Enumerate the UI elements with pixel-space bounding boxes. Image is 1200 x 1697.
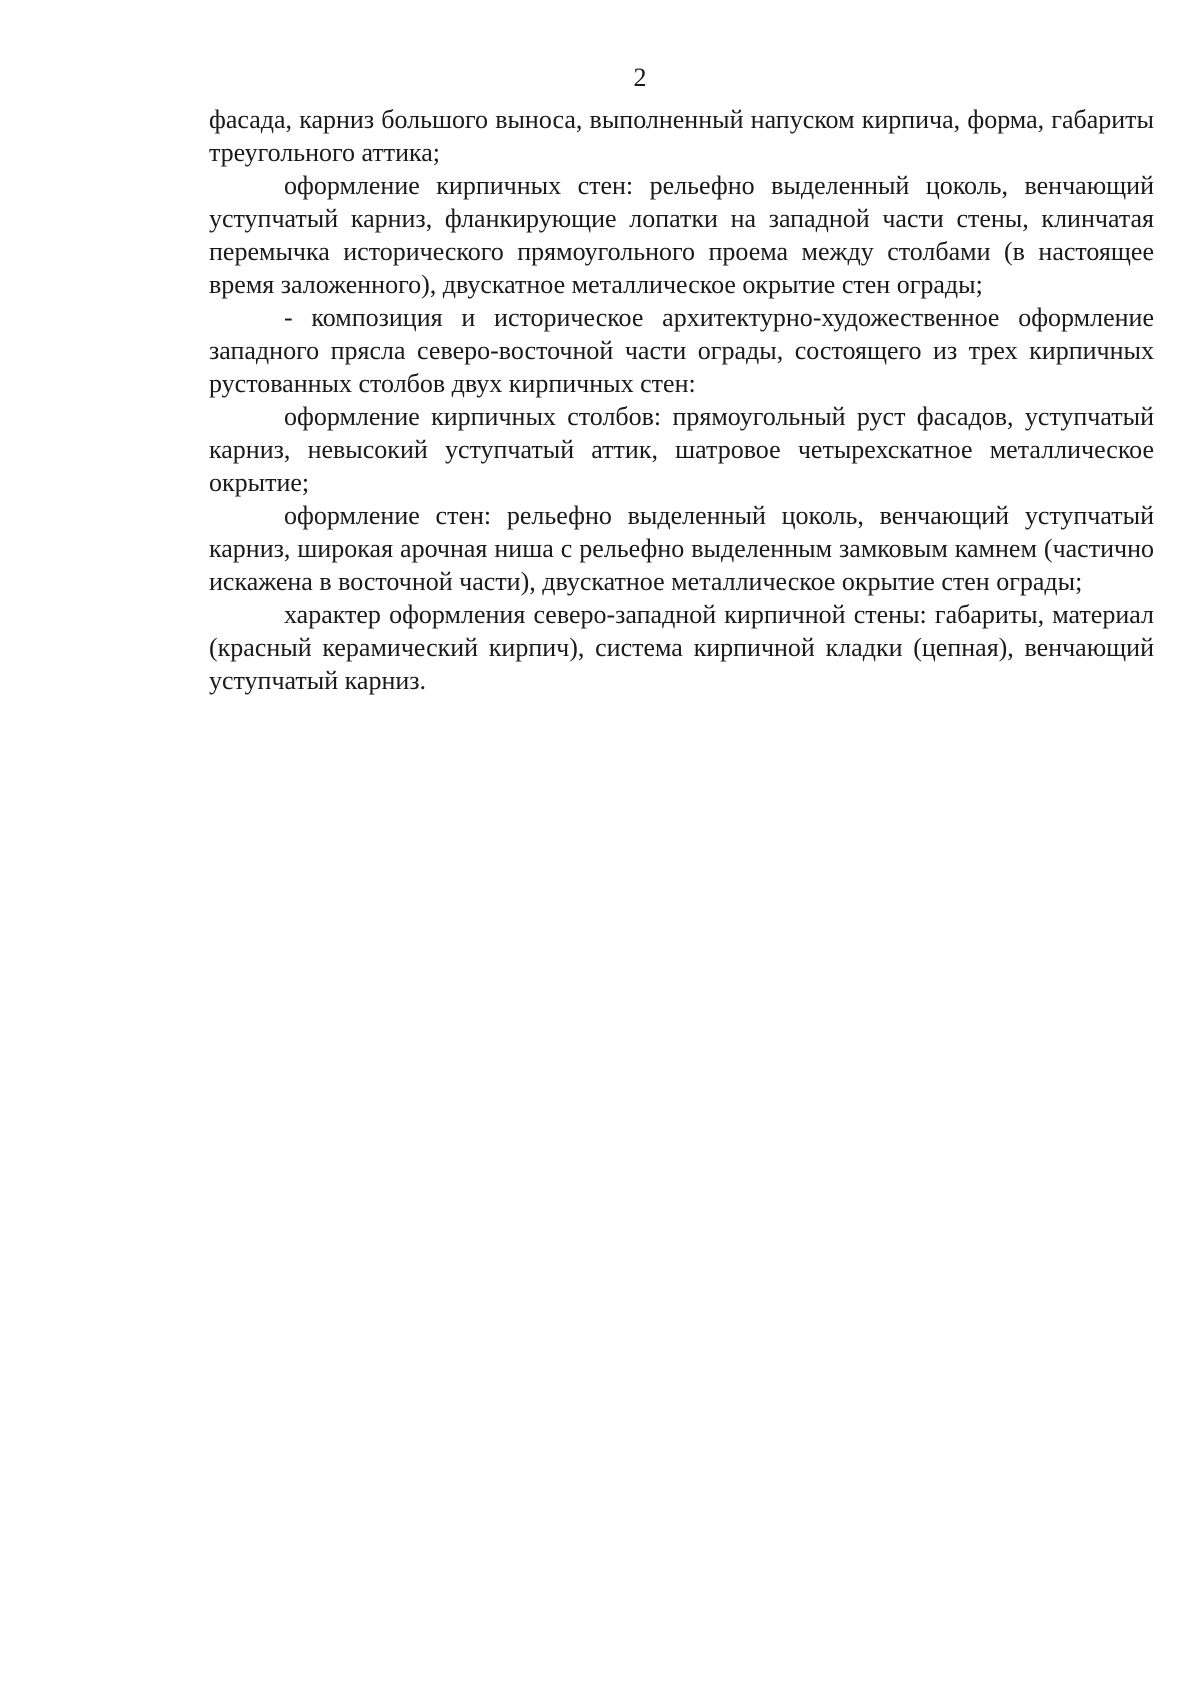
paragraph-brick-pillars: оформление кирпичных столбов: прямоугольный руст фасадов, уступчатый карниз, невысокий уступчатый аттик, шатровое четырехскатное металлическое окрытие;	[209, 402, 1154, 497]
document-body	[209, 103, 1154, 697]
paragraph-facade-continuation: фасада, карниз большого выноса, выполненный напуском кирпича, форма, габариты треугольного аттика;	[209, 105, 1154, 167]
page-number: 2	[633, 63, 647, 92]
paragraph-brick-walls: оформление кирпичных стен: рельефно выделенный цоколь, венчающий уступчатый карниз, фланкирующие лопатки на западной части стены, клинчатая перемычка исторического прямоугольного проема между столбами (в настоящее время заложенного), двускатное металлическое окрытие стен ограды;	[209, 171, 1154, 299]
paragraph-western-span-composition: - композиция и историческое архитектурно-художественное оформление западного прясла северо-восточной части ограды, состоящего из трех кирпичных рустованных столбов двух кирпичных стен:	[209, 303, 1154, 398]
paragraph-walls-design: оформление стен: рельефно выделенный цоколь, венчающий уступчатый карниз, широкая арочная ниша с рельефно выделенным замковым камнем (частично искажена в восточной части), двускатное металлическое окрытие стен ограды;	[209, 501, 1154, 596]
paragraph-northwest-wall: характер оформления северо-западной кирпичной стены: габариты, материал (красный керамический кирпич), система кирпичной кладки (цепная), венчающий уступчатый карниз.	[209, 600, 1154, 695]
